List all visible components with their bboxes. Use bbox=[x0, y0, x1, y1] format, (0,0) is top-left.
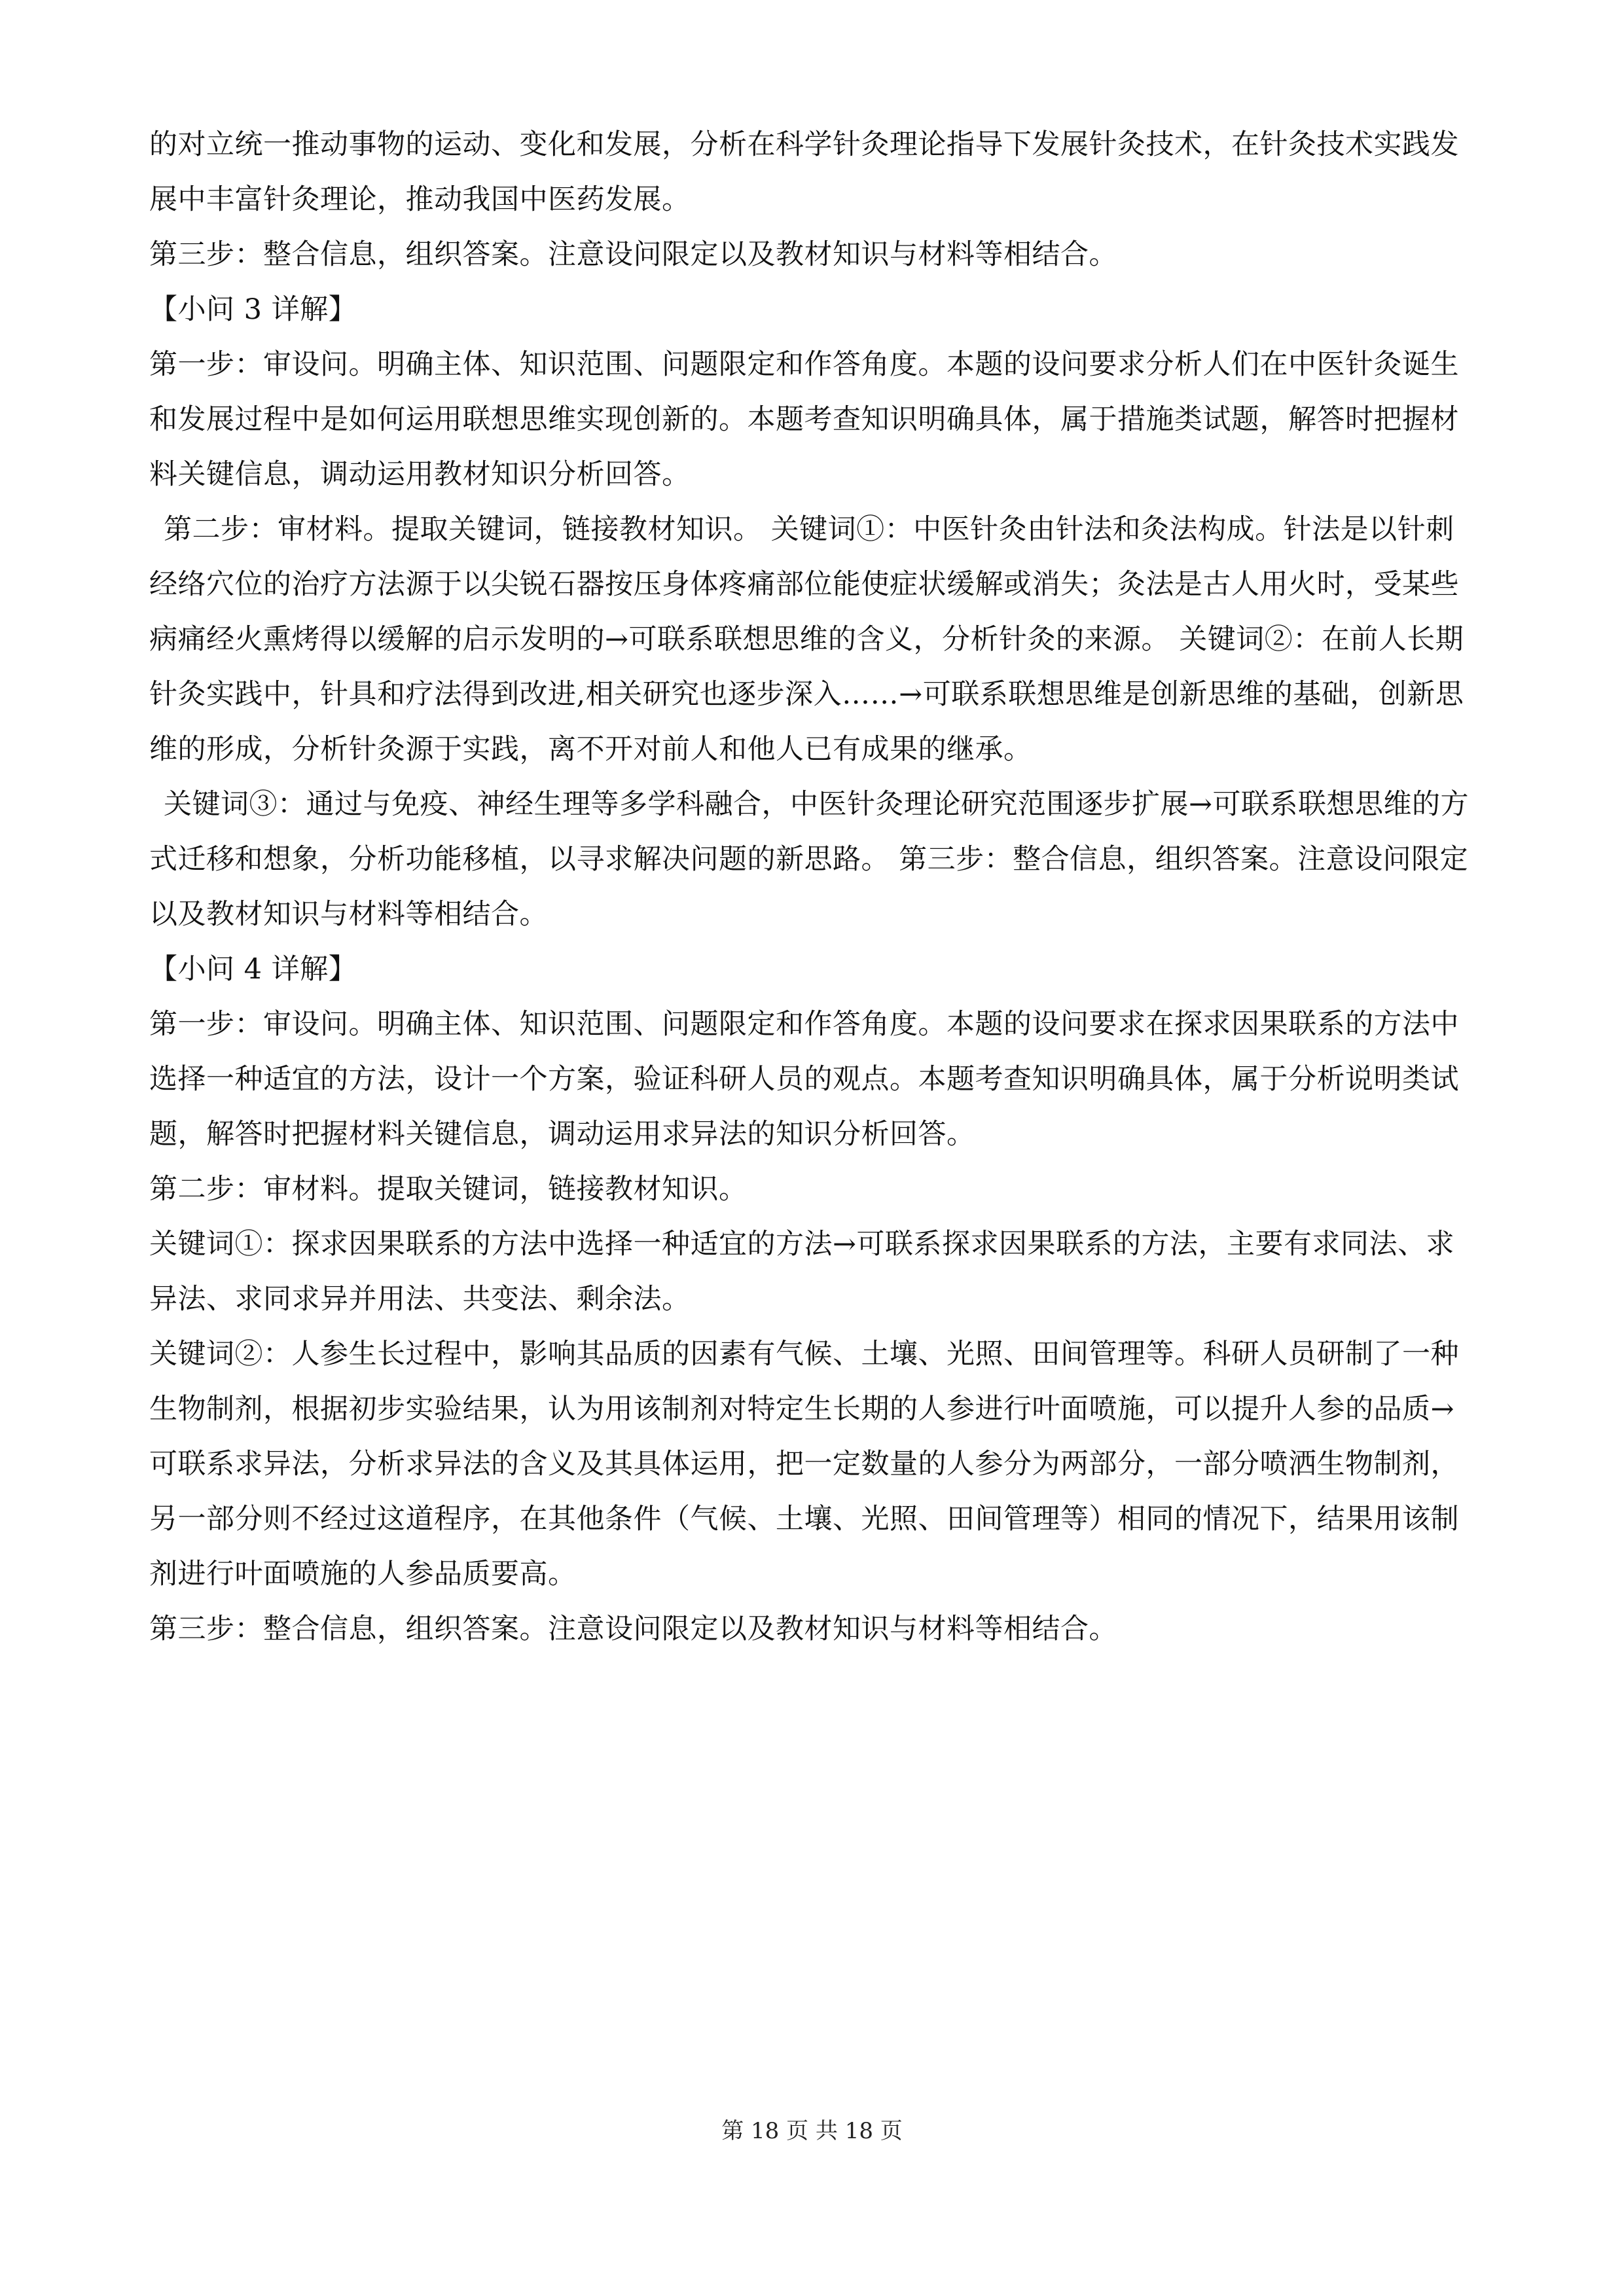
text-line-22: 异法、求同求异并用法、共变法、剩余法。 bbox=[149, 1283, 691, 1316]
page-number-footer: 第 18 页 共 18 页 bbox=[721, 2118, 903, 2144]
text-line-11: 针灸实践中，针具和疗法得到改进,相关研究也逐步深入……→可联系联想思维是创新思维的基础，创新思 bbox=[149, 678, 1464, 711]
text-line-2: 展中丰富针灸理论，推动我国中医药发展。 bbox=[149, 183, 691, 216]
text-line-24: 生物制剂，根据初步实验结果，认为用该制剂对特定生长期的人参进行叶面喷施，可以提升人参的品质→ bbox=[149, 1393, 1455, 1426]
text-line-15: 以及教材知识与材料等相结合。 bbox=[149, 898, 548, 931]
section-heading-q4: 【小问 4 详解】 bbox=[149, 953, 357, 986]
text-line-20: 第二步：审材料。提取关键词，链接教材知识。 bbox=[149, 1173, 748, 1206]
text-line-26: 另一部分则不经过这道程序，在其他条件（气候、土壤、光照、田间管理等）相同的情况下，结果用该制 bbox=[149, 1503, 1459, 1535]
text-line-9: 经络穴位的治疗方法源于以尖锐石器按压身体疼痛部位能使症状缓解或消失；灸法是古人用火时，受某些 bbox=[149, 568, 1459, 601]
text-line-25: 可联系求异法，分析求异法的含义及其具体运用，把一定数量的人参分为两部分，一部分喷洒生物制剂， bbox=[149, 1448, 1459, 1480]
text-line-7: 料关键信息，调动运用教材知识分析回答。 bbox=[149, 458, 691, 491]
text-line-8: 第二步：审材料。提取关键词，链接教材知识。 关键词①：中医针灸由针法和灸法构成。针法是以针刺 bbox=[164, 513, 1454, 546]
text-line-27: 剂进行叶面喷施的人参品质要高。 bbox=[149, 1558, 577, 1590]
text-line-17: 第一步：审设问。明确主体、知识范围、问题限定和作答角度。本题的设问要求在探求因果联系的方法中 bbox=[149, 1008, 1459, 1041]
section-heading-q3: 【小问 3 详解】 bbox=[149, 293, 357, 326]
text-line-14: 式迁移和想象，分析功能移植，以寻求解决问题的新思路。 第三步：整合信息，组织答案。注意设问限定 bbox=[149, 843, 1469, 876]
text-line-1: 的对立统一推动事物的运动、变化和发展，分析在科学针灸理论指导下发展针灸技术，在针灸技术实践发 bbox=[149, 128, 1459, 161]
text-line-18: 选择一种适宜的方法，设计一个方案，验证科研人员的观点。本题考查知识明确具体，属于分析说明类试 bbox=[149, 1063, 1459, 1096]
text-line-5: 第一步：审设问。明确主体、知识范围、问题限定和作答角度。本题的设问要求分析人们在中医针灸诞生 bbox=[149, 348, 1459, 381]
text-line-21: 关键词①：探求因果联系的方法中选择一种适宜的方法→可联系探求因果联系的方法，主要有求同法、求 bbox=[149, 1228, 1455, 1261]
text-line-6: 和发展过程中是如何运用联想思维实现创新的。本题考查知识明确具体，属于措施类试题，解答时把握材 bbox=[149, 403, 1459, 436]
document-body bbox=[149, 128, 1485, 1668]
text-line-28: 第三步：整合信息，组织答案。注意设问限定以及教材知识与材料等相结合。 bbox=[149, 1613, 1117, 1645]
text-line-13: 关键词③：通过与免疫、神经生理等多学科融合，中医针灸理论研究范围逐步扩展→可联系联想思维的方 bbox=[164, 788, 1470, 821]
text-line-10: 病痛经火熏烤得以缓解的启示发明的→可联系联想思维的含义，分析针灸的来源。 关键词②：在前人长期 bbox=[149, 623, 1464, 656]
text-line-3: 第三步：整合信息，组织答案。注意设问限定以及教材知识与材料等相结合。 bbox=[149, 238, 1117, 271]
text-line-23: 关键词②：人参生长过程中，影响其品质的因素有气候、土壤、光照、田间管理等。科研人员研制了一种 bbox=[149, 1338, 1459, 1371]
text-line-12: 维的形成，分析针灸源于实践，离不开对前人和他人已有成果的继承。 bbox=[149, 733, 1032, 766]
text-line-19: 题，解答时把握材料关键信息，调动运用求异法的知识分析回答。 bbox=[149, 1118, 975, 1151]
